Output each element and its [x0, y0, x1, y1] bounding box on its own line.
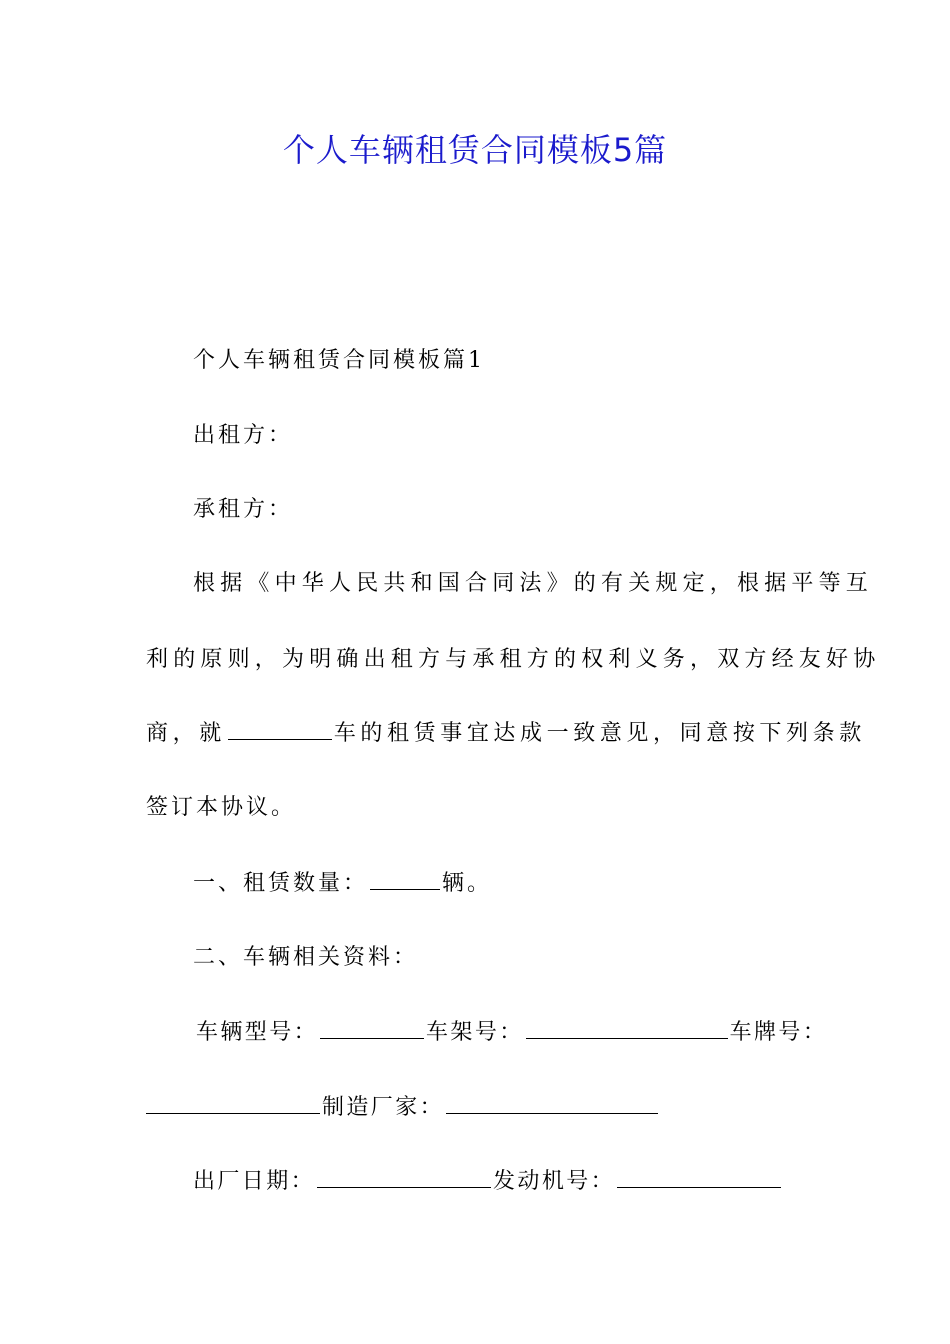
vehicle-info-line — [146, 1093, 660, 1123]
field-label: 车架号： — [426, 1020, 524, 1045]
intro-text: 车的租赁事宜达成一致意见，同意按下列条款 — [333, 721, 866, 746]
clause-text: 一、租赁数量： — [193, 871, 369, 896]
clause-vehicle-info: 二、车辆相关资料： — [193, 945, 419, 970]
intro-paragraph-line: 签订本协议。 — [146, 795, 297, 820]
document-title: 个人车辆租赁合同模板5篇 — [282, 131, 668, 169]
lessee-label: 承租方： — [193, 497, 294, 522]
intro-text: 商，就 — [146, 721, 226, 746]
intro-paragraph-line: 根据《中华人民共和国合同法》的有关规定，根据平等互 — [193, 571, 874, 596]
intro-paragraph-line — [146, 719, 866, 749]
vehicle-info-line — [193, 1167, 783, 1197]
intro-paragraph-line: 利的原则，为明确出租方与承租方的权利义务，双方经友好协 — [146, 647, 881, 672]
manufacturer-blank — [446, 1093, 658, 1114]
frame-no-blank — [526, 1018, 728, 1039]
field-label: 发动机号： — [493, 1169, 616, 1194]
engine-no-blank — [617, 1167, 781, 1188]
factory-date-blank — [317, 1167, 491, 1188]
vehicle-model-blank — [320, 1018, 424, 1039]
field-label: 出厂日期： — [193, 1169, 316, 1194]
lessor-label: 出租方： — [193, 423, 294, 448]
field-label: 车辆型号： — [196, 1020, 319, 1045]
section-heading: 个人车辆租赁合同模板篇1 — [193, 348, 485, 373]
clause-text: 辆。 — [442, 871, 493, 896]
field-label: 制造厂家： — [322, 1095, 445, 1120]
field-label: 车牌号： — [729, 1020, 828, 1045]
quantity-blank — [370, 869, 440, 890]
vehicle-info-line — [196, 1018, 827, 1048]
vehicle-blank — [228, 719, 332, 740]
plate-no-blank — [146, 1093, 320, 1114]
clause-rental-quantity — [193, 869, 492, 899]
